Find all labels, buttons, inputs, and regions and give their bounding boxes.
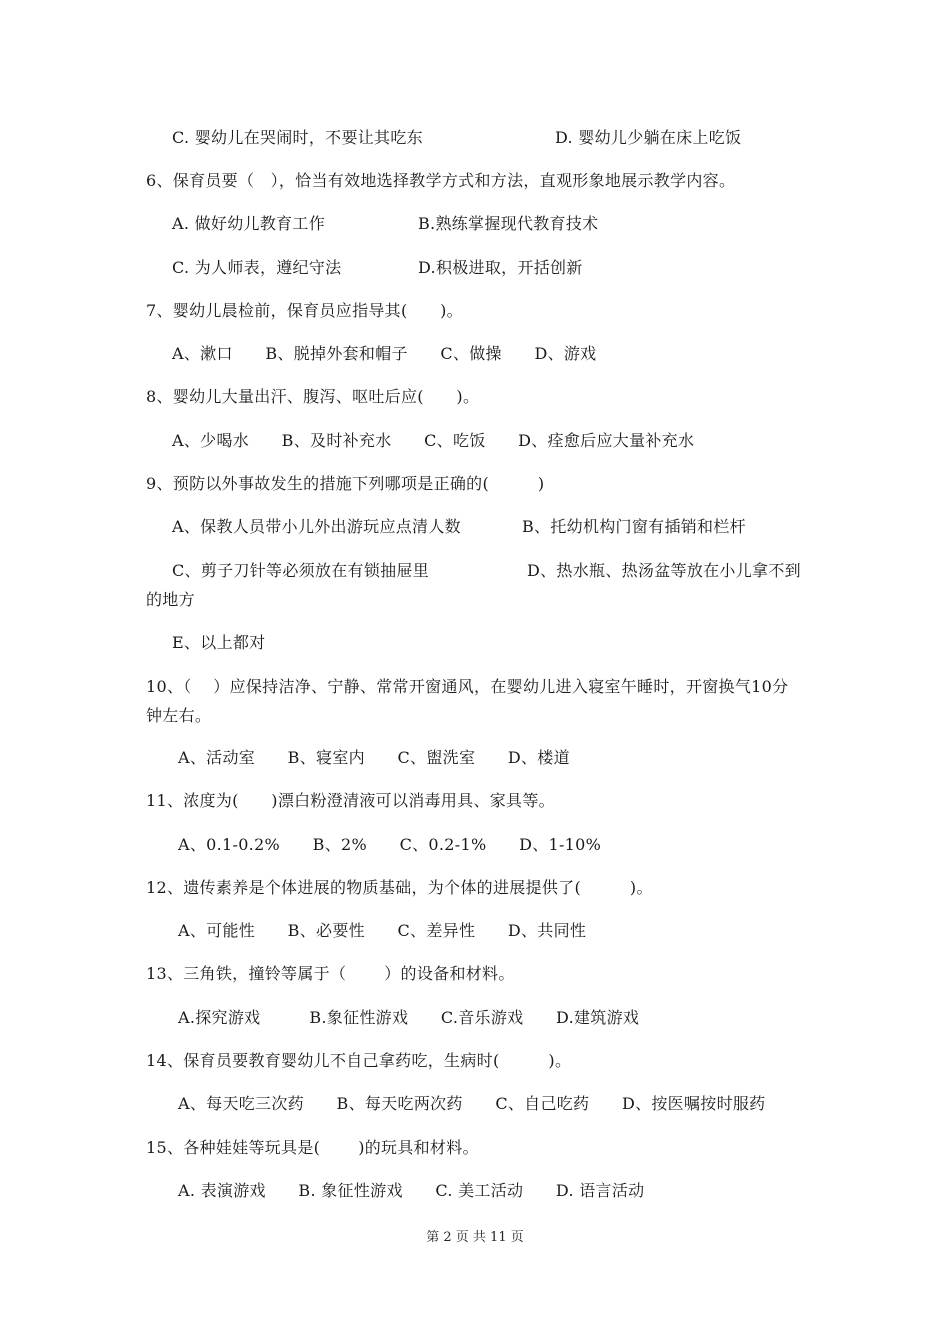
q6-option-a: A. 做好幼儿教育工作 <box>172 214 326 233</box>
q6-option-d: D.积极进取，开括创新 <box>418 258 583 277</box>
q9-option-c: C、剪子刀针等必须放在有锁抽屉里 <box>172 561 430 580</box>
page-number-footer: 第 2 页 共 11 页 <box>426 1230 524 1245</box>
q10-stem: 10、（ ）应保持洁净、宁静、常常开窗通风，在婴幼儿进入寝室午睡时，开窗换气10分 <box>146 677 789 696</box>
q14-stem: 14、保育员要教育婴幼儿不自己拿药吃，生病时( )。 <box>146 1051 572 1070</box>
q8-stem: 8、婴幼儿大量出汗、腹泻、呕吐后应( )。 <box>146 387 480 406</box>
q11-stem: 11、浓度为( )漂白粉澄清液可以消毒用具、家具等。 <box>146 791 555 810</box>
q9-option-d: D、热水瓶、热汤盆等放在小儿拿不到 <box>527 561 801 580</box>
q14-options: A、每天吃三次药 B、每天吃两次药 C、自己吃药 D、按医嘱按时服药 <box>178 1094 766 1113</box>
q12-stem: 12、遗传素养是个体进展的物质基础，为个体的进展提供了( )。 <box>146 878 653 897</box>
q6-stem: 6、保育员要（ ），恰当有效地选择教学方式和方法，直观形象地展示教学内容。 <box>146 171 736 190</box>
q9-option-e: E、以上都对 <box>172 633 266 652</box>
q5-option-c: C. 婴幼儿在哭闹时，不要让其吃东 <box>172 128 423 147</box>
q15-stem: 15、各种娃娃等玩具是( )的玩具和材料。 <box>146 1138 479 1157</box>
q9-stem: 9、预防以外事故发生的措施下列哪项是正确的( ) <box>146 474 545 493</box>
q5-option-d: D. 婴幼儿少躺在床上吃饭 <box>555 128 742 147</box>
q10-stem-cont: 钟左右。 <box>146 706 212 725</box>
q13-options: A.探究游戏 B.象征性游戏 C.音乐游戏 D.建筑游戏 <box>178 1008 640 1027</box>
q9-option-d-cont: 的地方 <box>146 590 195 609</box>
q7-stem: 7、婴幼儿晨检前，保育员应指导其( )。 <box>146 301 463 320</box>
q6-option-b: B.熟练掌握现代教育技术 <box>418 214 599 233</box>
q12-options: A、可能性 B、必要性 C、差异性 D、共同性 <box>178 921 587 940</box>
q11-options: A、0.1-0.2% B、2% C、0.2-1% D、1-10% <box>178 835 602 854</box>
q6-option-c: C. 为人师表，遵纪守法 <box>172 258 342 277</box>
q10-options: A、活动室 B、寝室内 C、盥洗室 D、楼道 <box>178 748 570 767</box>
q15-options: A. 表演游戏 B. 象征性游戏 C. 美工活动 D. 语言活动 <box>178 1181 645 1200</box>
q9-option-a: A、保教人员带小儿外出游玩应点清人数 <box>172 517 461 536</box>
q7-options: A、漱口 B、脱掉外套和帽子 C、做操 D、游戏 <box>172 344 597 363</box>
q9-option-b: B、托幼机构门窗有插销和栏杆 <box>522 517 746 536</box>
q13-stem: 13、三角铁，撞铃等属于（ ）的设备和材料。 <box>146 964 515 983</box>
q8-options: A、少喝水 B、及时补充水 C、吃饭 D、痊愈后应大量补充水 <box>172 431 695 450</box>
